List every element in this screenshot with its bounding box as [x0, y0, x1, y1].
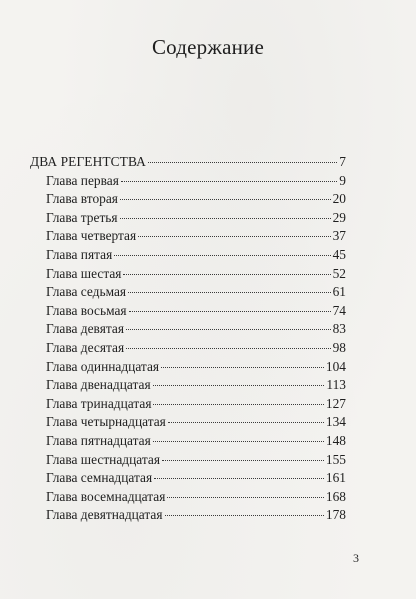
dot-leader [153, 385, 325, 386]
toc-part-entry [30, 153, 346, 172]
toc-chapter-entry [30, 172, 346, 191]
dot-leader [120, 199, 331, 200]
toc-chapter-entry [30, 227, 346, 246]
toc-chapter-entry [30, 302, 346, 321]
toc-entry-page: 134 [325, 414, 346, 430]
dot-leader [162, 460, 324, 461]
dot-leader [121, 181, 337, 182]
toc-chapter-entry [30, 265, 346, 284]
dot-leader [114, 255, 330, 256]
toc-entry-label: Глава одиннадцатая [46, 358, 160, 374]
toc-chapter-entry [30, 320, 346, 339]
toc-entry-page: 83 [332, 321, 346, 337]
toc-entry-page: 127 [325, 395, 346, 411]
toc-chapter-entry [30, 358, 346, 377]
toc-entry-page: 178 [325, 507, 346, 523]
toc-entry-label: Глава шестая [46, 265, 122, 281]
dot-leader [129, 311, 331, 312]
dot-leader [120, 218, 331, 219]
dot-leader [167, 497, 324, 498]
toc-chapter-entry [30, 469, 346, 488]
toc-chapter-entry [30, 395, 346, 414]
toc-entry-label: Глава двенадцатая [46, 377, 151, 393]
toc-entry-label: ДВА РЕГЕНТСТВА [30, 154, 146, 169]
toc-entry-label: Глава шестнадцатая [46, 451, 160, 467]
toc-entry-label: Глава восемнадцатая [46, 488, 166, 504]
toc-chapter-entry [30, 451, 346, 470]
toc-entry-label: Глава девятнадцатая [46, 507, 163, 523]
dot-leader [138, 236, 330, 237]
toc-entry-page: 9 [339, 172, 346, 188]
toc-chapter-entry [30, 488, 346, 507]
toc-entry-label: Глава семнадцатая [46, 470, 153, 486]
toc-chapter-entry [30, 209, 346, 228]
page-title: Содержание [151, 35, 265, 59]
dot-leader [126, 348, 331, 349]
dot-leader [153, 404, 323, 405]
toc-chapter-entry [30, 246, 346, 265]
dot-leader [123, 274, 330, 275]
toc-entry-label: Глава тринадцатая [46, 395, 152, 411]
toc-entry-label: Глава восьмая [46, 302, 127, 318]
toc-entry-label: Глава пятая [46, 246, 113, 262]
toc-entry-label: Глава пятнадцатая [46, 432, 151, 448]
dot-leader [148, 162, 337, 163]
toc-entry-page: 161 [325, 470, 346, 486]
toc-chapter-entry [30, 283, 346, 302]
toc-entry-page: 52 [332, 265, 346, 281]
toc-entry-page: 45 [332, 246, 346, 262]
toc-entry-page: 148 [325, 432, 346, 448]
toc-entry-label: Глава седьмая [46, 284, 127, 300]
toc-entry-page: 113 [326, 377, 346, 393]
dot-leader [161, 367, 324, 368]
toc-entry-label: Глава третья [46, 209, 118, 225]
toc-entry-page: 7 [339, 154, 346, 169]
toc-entry-page: 104 [325, 358, 346, 374]
dot-leader [154, 478, 324, 479]
toc-chapter-entry [30, 339, 346, 358]
toc-entry-page: 98 [332, 339, 346, 355]
toc-entry-label: Глава четырнадцатая [46, 414, 166, 430]
toc-entry-label: Глава девятая [46, 321, 124, 337]
dot-leader [153, 441, 324, 442]
toc-entry-page: 61 [332, 284, 346, 300]
toc-entry-label: Глава четвертая [46, 228, 137, 244]
toc-entry-label: Глава вторая [46, 191, 118, 207]
toc-chapter-entry [30, 190, 346, 209]
dot-leader [128, 292, 331, 293]
dot-leader [165, 515, 324, 516]
table-of-contents [30, 153, 346, 525]
dot-leader [126, 329, 331, 330]
toc-entry-page: 37 [332, 228, 346, 244]
toc-entry-page: 168 [325, 488, 346, 504]
page-number: 3 [353, 551, 359, 565]
toc-entry-page: 29 [332, 209, 346, 225]
toc-entry-page: 155 [325, 451, 346, 467]
toc-chapter-entry [30, 506, 346, 525]
toc-entry-page: 20 [332, 191, 346, 207]
toc-chapter-entry [30, 432, 346, 451]
dot-leader [168, 422, 324, 423]
toc-entry-page: 74 [332, 302, 346, 318]
toc-entry-label: Глава десятая [46, 339, 125, 355]
toc-entry-label: Глава первая [46, 172, 119, 188]
toc-chapter-entry [30, 376, 346, 395]
toc-chapter-entry [30, 413, 346, 432]
